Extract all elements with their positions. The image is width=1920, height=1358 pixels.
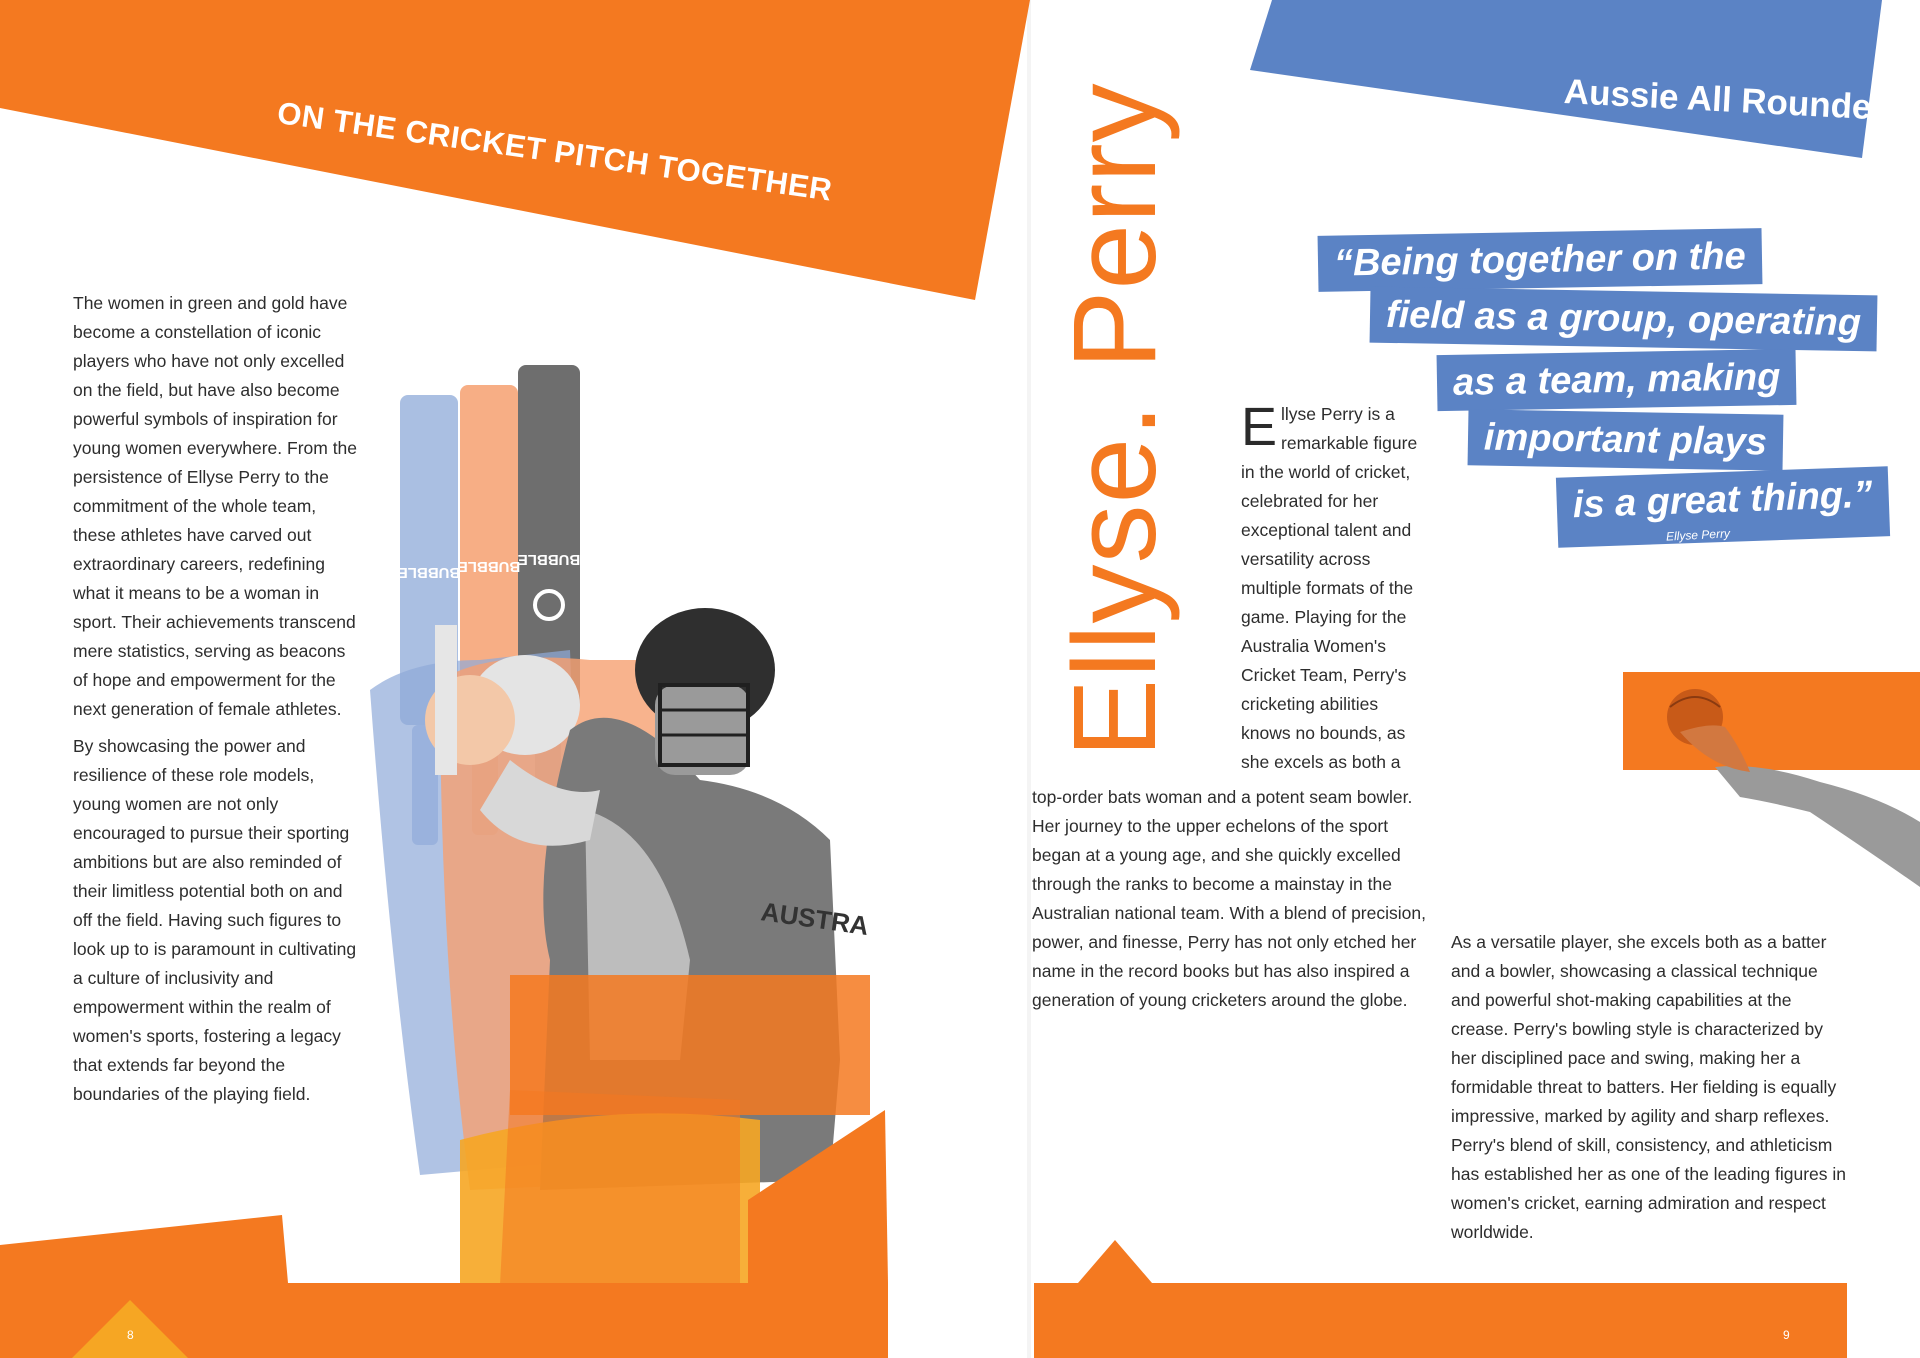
- paragraph: top-order bats woman and a potent seam bowler. Her journey to the upper echelons of the sport began at a young age, and she quickly excelled through the ranks to become a mainstay in the Australian national team. With a blend of precision, power, and finesse, Perry has not only etched her name in the record books but has also inspired a generation of young cricketers around the globe.: [1032, 787, 1426, 1010]
- bat-brand: BUBBLE: [517, 551, 581, 568]
- page-title: ON THE CRICKET PITCH TOGETHER: [275, 95, 835, 208]
- section-label: Aussie All Rounder: [1562, 72, 1887, 128]
- intro-article: [73, 289, 363, 1117]
- bio-intro: [1241, 397, 1421, 777]
- quote-line: important plays: [1468, 409, 1784, 470]
- page-number: 9: [1783, 1328, 1790, 1342]
- paragraph: The women in green and gold have become a constellation of iconic players who have not only excelled on the field, but have also become powerful symbols of inspiration for young women everywhere. From the persistence of Ellyse Perry to the commitment of the whole team, these athletes have carved out extraordinary careers, redefining what it means to be a woman in sport. Their achievements transcend mere statistics, serving as beacons of hope and empowerment for the next generation of female athletes.: [73, 293, 358, 719]
- quote-line: is a great thing.”: [1556, 466, 1890, 548]
- bat-brand: BUBBLE: [457, 558, 521, 575]
- quote-attribution: Ellyse Perry: [1665, 526, 1731, 544]
- hand-with-ball-photo: [1620, 672, 1920, 962]
- page-number: 8: [127, 1328, 134, 1342]
- quote-line: as a team, making: [1437, 349, 1797, 411]
- player-name-text: Ellyse. Perry: [1049, 82, 1181, 758]
- paragraph: By showcasing the power and resilience of these role models, young women are not only encouraged to pursue their sporting ambitions but are also reminded of their limitless potential both on and off the field. Having such figures to look up to is paramount in cultivating a culture of inclusivity and empowerment within the realm of women's sports, fostering a legacy that extends far beyond the boundaries of the playing field.: [73, 736, 357, 1104]
- player-name: [1040, 80, 1190, 760]
- quote-line: field as a group, operating: [1370, 287, 1878, 352]
- bio-second-column: [1451, 928, 1849, 1255]
- drop-cap: E: [1241, 397, 1278, 457]
- paragraph: As a versatile player, she excels both as a batter and a bowler, showcasing a classical technique and powerful shot-making capabilities at the crease. Perry's bowling style is characterized by her disciplined pace and swing, making her a formidable threat to batters. Her fielding is equally impressive, marked by agility and sharp reflexes. Perry's blend of skill, consistency, and athleticism has established her as one of the leading figures in women's cricket, earning admiration and respect worldwide.: [1451, 932, 1846, 1242]
- quote-line: “Being together on the: [1318, 228, 1763, 292]
- bio-continued: [1032, 783, 1432, 1023]
- bio-intro-text: llyse Perry is a remarkable figure in the world of cricket, celebrated for her exceptional talent and versatility across multiple formats of the game. Playing for the Australia Women's Cricket Team, Perry's cricketing abilities knows no bounds, as she excels as both a: [1241, 404, 1418, 772]
- bat-brand: BUBBLE: [397, 564, 461, 581]
- shirt-text: AUSTRA: [759, 896, 871, 942]
